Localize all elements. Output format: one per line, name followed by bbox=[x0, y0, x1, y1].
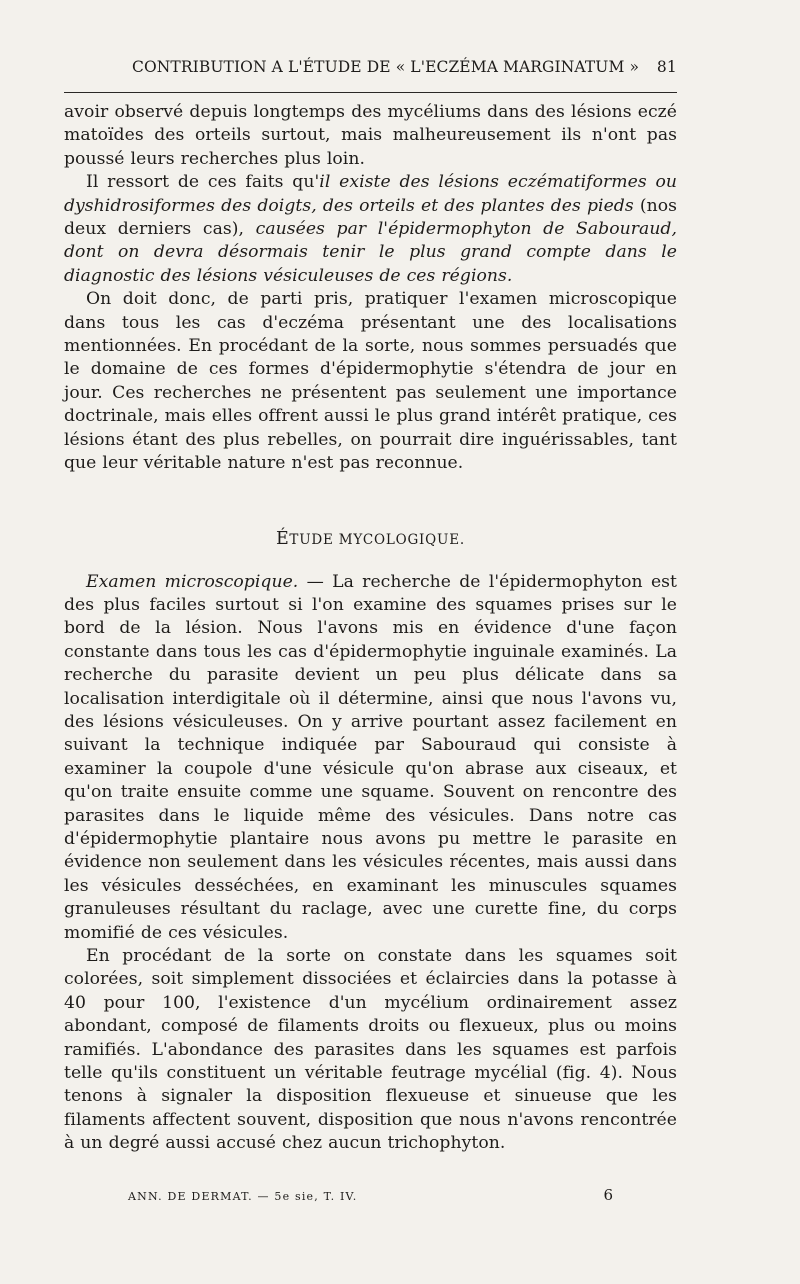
paragraph-5: En procédant de la sorte on constate dans les squames soit colorées, soit simplement dissociées et éclaircies dans la potasse à 40 pour 100, l'existence d'un mycélium ordinairement assez abondant, composé de filaments droits ou flexueux, plus ou moins ramifiés. L'abondance des parasites dans les squames est parfois telle qu'ils constituent un véritable feutrage mycélial (fig. 4). Nous tenons à signaler la disposition flexueuse et sinueuse que les filaments affectent souvent, disposition que nous n'avons rencontrée à un degré aussi accusé chez aucun trichophyton. bbox=[64, 946, 677, 1154]
paragraph-1: avoir observé depuis longtemps des mycéliums dans des lésions eczé matoïdes des orteils surtout, mais malheureusement ils n'ont pas poussé leurs recherches plus loin. bbox=[64, 102, 677, 169]
section-heading bbox=[64, 529, 677, 549]
p2-italic-b: il existe des lésions eczématiformes ou dyshidrosiformes des doigts, des orteils et des plantes des pieds bbox=[64, 172, 677, 216]
footer bbox=[128, 1186, 613, 1204]
paragraph-3: On doit donc, de parti pris, pratiquer l'examen microscopique dans tous les cas d'eczéma présentant une des localisations mentionnées. En procédant de la sorte, nous sommes persuadés que le domaine de ces formes d'épidermophytie s'étendra de jour en jour. Ces recherches ne présentent pas seulement une importance doctrinale, mais elles offrent aussi le plus grand intérêt pratique, ces lésions étant des plus rebelles, on pourrait dire inguérissables, tant que leur véritable nature n'est pas reconnue. bbox=[64, 289, 677, 474]
p2-text-c: (nos deux derniers cas), bbox=[64, 195, 677, 240]
p2-text-a: Il ressort de ces faits qu' bbox=[86, 172, 320, 193]
paragraph-4 bbox=[64, 571, 677, 946]
p4-subheading: Examen microscopique. bbox=[86, 571, 299, 592]
running-title: CONTRIBUTION A L'ÉTUDE DE « L'ECZÉMA MARGINATUM » bbox=[132, 58, 640, 76]
heading-initial: É bbox=[276, 528, 290, 549]
paragraph-2 bbox=[64, 171, 677, 288]
heading-rest: TUDE MYCOLOGIQUE. bbox=[289, 531, 465, 548]
p4-text: — La recherche de l'épidermophyton est des plus faciles surtout si l'on examine des squames prises sur le bord de la lésion. Nous l'avons mis en évidence d'une façon constante dans tous les cas d'épidermophytie inguinale examinés. La recherche du parasite devient un peu plus délicate dans sa localisation interdigitale où il détermine, ainsi que nous l'avons vu, des lésions vésiculeuses. On y arrive pourtant assez facilement en suivant la technique indiquée par Sabouraud qui consiste à examiner la coupole d'une vésicule qu'on abrase aux ciseaux, et qu'on traite ensuite comme une squame. Souvent on rencontre des parasites dans le liquide même des vésicules. Dans notre cas d'épidermophytie plantaire nous avons pu mettre le parasite en évidence non seulement dans les vésicules récentes, mais aussi dans les vésicules desséchées, en examinant les minuscules squames granuleuses résultant du raclage, avec une curette fine, du corps momifié de ces vésicules. bbox=[64, 571, 677, 943]
sheet-number: 6 bbox=[603, 1186, 613, 1204]
journal-signature: ANN. DE DERMAT. — 5e sie, T. IV. bbox=[128, 1190, 358, 1203]
page bbox=[64, 58, 677, 1156]
running-head bbox=[64, 58, 677, 86]
p2-italic-d: causées par l'épidermophyton de Sabouraud, dont on devra désormais tenir le plus grand compte dans le diagnostic des lésions vésiculeuses de ces régions. bbox=[64, 219, 677, 286]
header-rule bbox=[64, 92, 677, 93]
page-number: 81 bbox=[656, 58, 677, 76]
